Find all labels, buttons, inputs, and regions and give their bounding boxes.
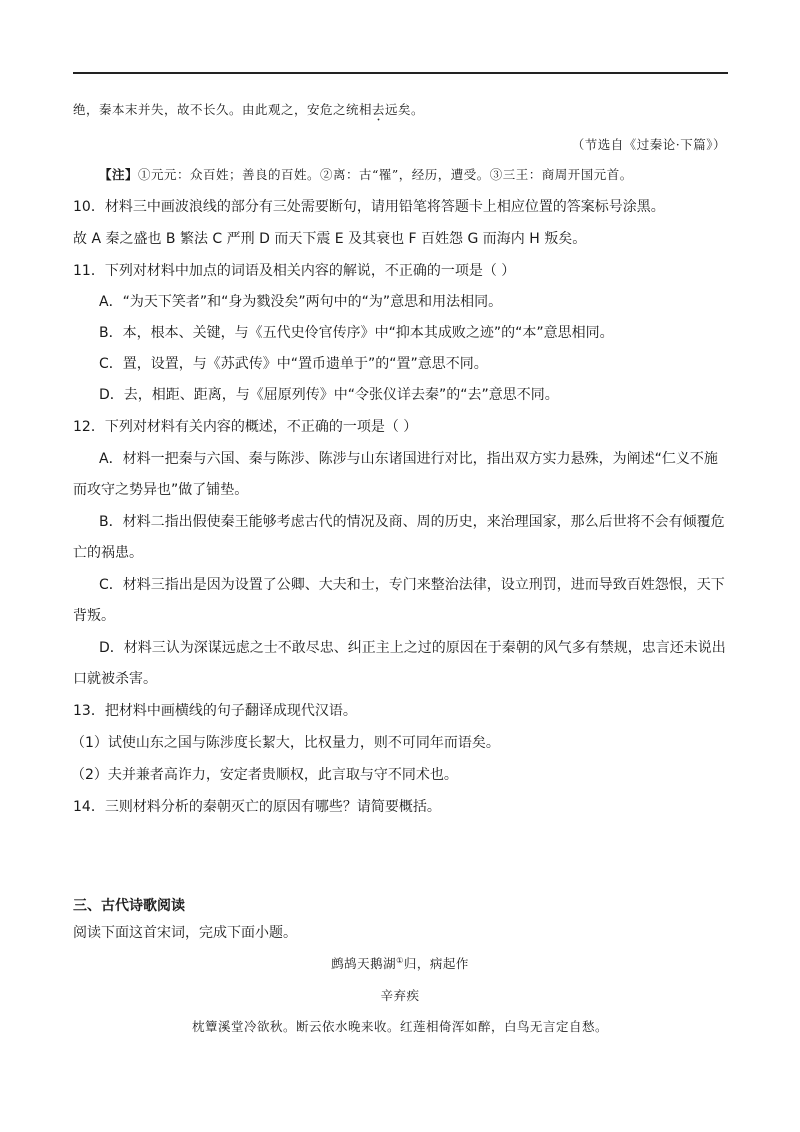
question-12-option-a-line1: A．材料一把秦与六国、秦与陈涉、陈涉与山东诸国进行对比，指出双方实力悬殊，为阐述“仁义不施 [99, 451, 718, 467]
question-14: 14．三则材料分析的秦朝灭亡的原因有哪些？请简要概括。 [73, 799, 441, 815]
poem-line-1: 枕簟溪堂冷欲秋。断云依水晚来收。红莲相倚浑如醉，白鸟无言定自愁。 [191, 1019, 608, 1034]
question-12-option-c-line1: C．材料三指出是因为设置了公卿、大夫和士，专门来整治法律，设立刑罚，进而导致百姓怨恨，天下 [99, 577, 725, 593]
question-13-part-1: （1）试使山东之国与陈涉度长絜大，比权量力，则不可同年而语矣。 [71, 735, 500, 751]
question-12-option-a-line2: 而攻守之势异也”做了铺垫。 [73, 482, 249, 498]
poem-title-main: 鹧鸪天鹅湖 [331, 956, 397, 971]
annotation [99, 166, 633, 184]
annotation-tag: 【注】 [99, 167, 139, 182]
question-10: 10．材料三中画波浪线的部分有三处需要断句，请用铅笔将答题卡上相应位置的答案标号涂黑。 [73, 199, 665, 215]
section-3-heading: 三、古代诗歌阅读 [73, 898, 185, 914]
question-11-option-b: B．本，根本、关键，与《五代史伶官传序》中“抑本其成败之迹”的“本”意思相同。 [99, 325, 614, 341]
dotted-word: 去 [372, 102, 386, 117]
annotation-body: ①元元：众百姓；善良的百姓。②离：古“罹”，经历，遭受。③三王：商周开国元首。 [138, 167, 633, 182]
question-11-option-c: C．置，设置，与《苏武传》中“置币遗单于”的“置”意思不同。 [99, 356, 488, 372]
excerpt-text: 绝，秦本末并失，故不长久。由此观之，安危之统相 [73, 102, 373, 117]
question-13: 13．把材料中画横线的句子翻译成现代汉语。 [73, 703, 357, 719]
poem-title [0, 955, 800, 973]
question-13-part-2: （2）夫并兼者高诈力，安定者贵顺权，此言取与守不同术也。 [71, 767, 458, 783]
question-12-option-d-line2: 口就被杀害。 [73, 671, 157, 687]
question-12-option-b-line1: B．材料二指出假使秦王能够考虑古代的情况及商、周的历史，来治理国家，那么后世将不会有倾覆危 [99, 514, 725, 530]
section-3-instruction: 阅读下面这首宋词，完成下面小题。 [73, 925, 297, 941]
header-rule [73, 72, 728, 74]
poem-author: 辛弃疾 [380, 988, 420, 1003]
poem-title-rest: 归，病起作 [403, 956, 469, 971]
question-11-option-a: A．“为天下笑者”和“身为戮没矣”两句中的“为”意思和用法相同。 [99, 294, 503, 310]
excerpt-text-end: 远矣。 [385, 102, 425, 117]
question-10-options: 故 A 秦之盛也 B 繁法 C 严刑 D 而天下震 E 及其衰也 F 百姓怨 G 而海内 H 叛矣。 [73, 231, 587, 247]
question-12-option-d-line1: D．材料三认为深谋远虑之士不敢尽忠、纠正主上之过的原因在于秦朝的风气多有禁规，忠言还未说出 [99, 640, 726, 656]
question-12-option-b-line2: 亡的祸患。 [73, 545, 143, 561]
question-11-option-d: D．去，相距、距离，与《屈原列传》中“令张仪详去秦”的“去”意思不同。 [99, 387, 559, 403]
question-11: 11．下列对材料中加点的词语及相关内容的解说，不正确的一项是（ ） [73, 263, 516, 279]
excerpt-ending [73, 101, 424, 124]
excerpt-source: （节选自《过秦论·下篇》） [571, 137, 726, 152]
question-12: 12．下列对材料有关内容的概述，不正确的一项是（ ） [73, 419, 418, 435]
footnote-marker: ① [396, 955, 404, 965]
question-12-option-c-line2: 背叛。 [73, 608, 115, 624]
